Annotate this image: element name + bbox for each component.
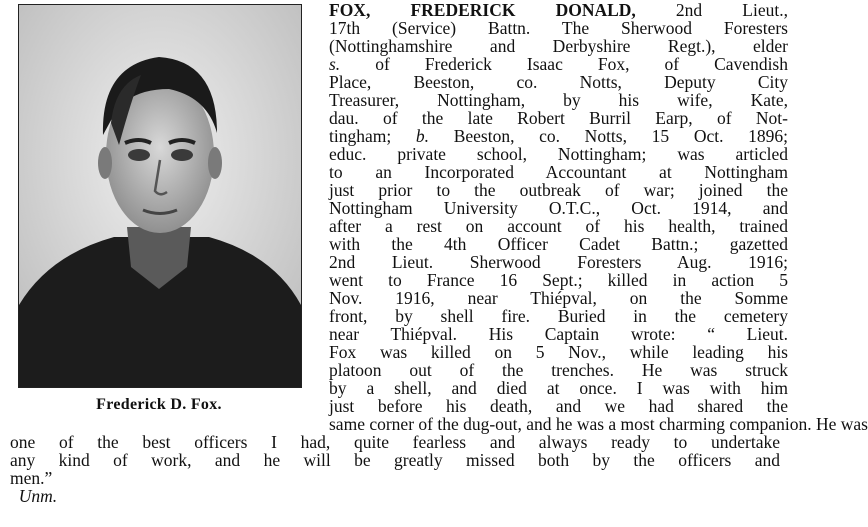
entry-name: FOX, FREDERICK DONALD, <box>329 0 636 20</box>
entry-line: after a rest on account of his health, trained <box>329 216 788 236</box>
entry-line: Fox was killed on 5 Nov., while leading his <box>329 342 788 362</box>
entry-line: tingham; b. Beeston, co. Notts, 15 Oct. 1896; <box>329 126 788 146</box>
unmarried-note: Unm. <box>18 486 58 506</box>
entry-line: just before his death, and we had shared the <box>329 396 788 416</box>
entry-line: with the 4th Officer Cadet Battn.; gazetted <box>329 234 788 254</box>
entry-line: went to France 16 Sept.; killed in action 5 <box>329 270 788 290</box>
entry-line: Treasurer, Nottingham, by his wife, Kate, <box>329 90 788 110</box>
entry-line: Nottingham University O.T.C., Oct. 1914, and <box>329 198 788 218</box>
entry-line: 2nd Lieut. Sherwood Foresters Aug. 1916; <box>329 252 788 272</box>
entry-line: platoon out of the trenches. He was struck <box>329 360 788 380</box>
photo-caption: Frederick D. Fox. <box>96 396 222 413</box>
entry-line <box>10 488 780 506</box>
entry-line: front, by shell fire. Buried in the cemetery <box>329 306 788 326</box>
entry-line: to an Incorporated Accountant at Nottingham <box>329 162 788 182</box>
entry-line: just prior to the outbreak of war; joined the <box>329 180 788 200</box>
entry-line: educ. private school, Nottingham; was articled <box>329 144 788 164</box>
entry-line: near Thiépval. His Captain wrote: “ Lieut. <box>329 324 788 344</box>
entry-line: dau. of the late Robert Burril Earp, of Not- <box>329 108 788 128</box>
entry-line: FOX, FREDERICK DONALD, 2nd Lieut., <box>329 0 788 20</box>
entry-line: by a shell, and died at once. I was with him <box>329 378 788 398</box>
entry-line: Place, Beeston, co. Notts, Deputy City <box>329 72 788 92</box>
entry-line: 17th (Service) Battn. The Sherwood Foresters <box>329 18 788 38</box>
entry-line: same corner of the dug-out, and he was a most charming companion. He was <box>329 414 868 434</box>
entry-line: one of the best officers I had, quite fearless and always ready to undertake <box>10 432 780 452</box>
entry-line: men.” <box>10 468 53 488</box>
entry-line: Nov. 1916, near Thiépval, on the Somme <box>329 288 788 308</box>
entry-line: any kind of work, and he will be greatly missed both by the officers and <box>10 450 780 470</box>
entry-line: (Nottinghamshire and Derbyshire Regt.), elder <box>329 36 788 56</box>
entry-line: s. of Frederick Isaac Fox, of Cavendish <box>329 54 788 74</box>
